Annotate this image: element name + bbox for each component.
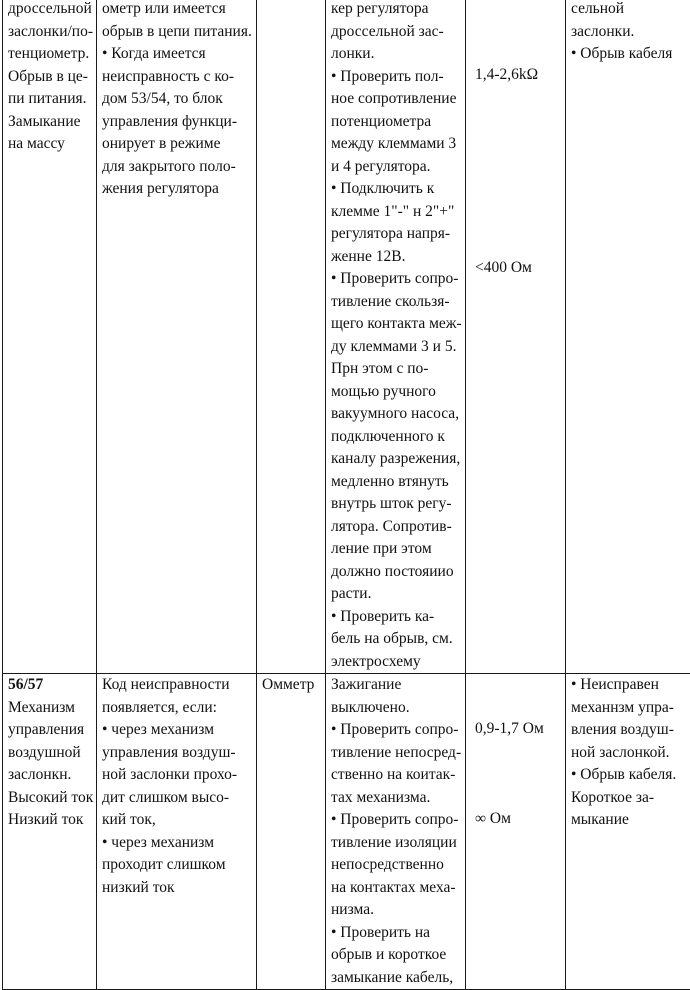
text-line: обрыв в цепи питания. (102, 21, 256, 44)
text-line: • Неисправен (571, 674, 690, 697)
text-line: дит слишком высо- (102, 787, 256, 810)
text-line: регулятора напря- (331, 223, 465, 246)
text-line: Короткое за- (571, 787, 690, 810)
device-name: Омметр (262, 674, 325, 697)
text-line: дроссельной зас- (331, 21, 465, 44)
text-line: потенциометра (331, 111, 465, 134)
text-line: управления (8, 719, 96, 742)
text-line: замыкание кабель, (331, 967, 465, 990)
text-line: женне 12В. (331, 246, 465, 269)
text-line: бель на обрыв, см. (331, 628, 465, 651)
text-line: Код неисправности (102, 674, 256, 697)
fault-code: 56/57 (8, 674, 96, 697)
text-line: ометр или имеется (102, 0, 256, 21)
text-line: • Проверить на (331, 922, 465, 945)
value-cell (466, 674, 566, 990)
text-line: тивление непосред- (331, 742, 465, 765)
text-line: вления воздуш- (571, 719, 690, 742)
device-cell (257, 674, 326, 990)
diagnostic-table (2, 0, 690, 990)
text-line: управления функци- (102, 111, 256, 134)
text-line: должно постояиио (331, 561, 465, 584)
text-line: • Проверить ка- (331, 606, 465, 629)
text-line: клемме 1"-" н 2"+" (331, 201, 465, 224)
text-line: • Подключить к (331, 178, 465, 201)
device-cell (257, 0, 326, 674)
text-line: • Проверить сопро- (331, 809, 465, 832)
table-row (3, 0, 690, 674)
text-line: мыкание (571, 809, 690, 832)
text-line: • через механизм (102, 832, 256, 855)
text-line: • Проверить пол- (331, 66, 465, 89)
text-line: ление при этом (331, 538, 465, 561)
table-row (3, 674, 690, 990)
text-line: Обрыв в це- (8, 66, 96, 89)
text-line: • Проверить сопро- (331, 719, 465, 742)
text-line: дроссельной (8, 0, 96, 21)
value-text: <400 Ом (475, 257, 532, 280)
text-line: ственно на коитак- (331, 764, 465, 787)
text-line: кер регулятора (331, 0, 465, 21)
text-line: непосредственно (331, 854, 465, 877)
text-line: тах механизма. (331, 787, 465, 810)
text-line: Замыкание (8, 111, 96, 134)
text-line: заслонки/по- (8, 21, 96, 44)
cause-cell (3, 674, 97, 990)
text-line: медленно втянуть (331, 471, 465, 494)
text-line: низкий ток (102, 877, 256, 900)
text-line: пи питания. (8, 88, 96, 111)
text-line: Прн этом с по- (331, 358, 465, 381)
condition-cell (97, 674, 257, 990)
text-line: ной заслонки прохо- (102, 764, 256, 787)
text-line: неисправность с ко- (102, 66, 256, 89)
text-line: каналу разрежения, (331, 448, 465, 471)
text-line: ду клеммами 3 и 5. (331, 336, 465, 359)
remedy-cell (566, 0, 690, 674)
procedure-cell (326, 0, 466, 674)
text-line: жения регулятора (102, 178, 256, 201)
text-line: обрыв и короткое (331, 944, 465, 967)
text-line: Зажигание (331, 674, 465, 697)
cause-cell (3, 0, 97, 674)
text-line: для закрытого поло- (102, 156, 256, 179)
text-line: лятора. Сопротив- (331, 516, 465, 539)
text-line: подключенного к (331, 426, 465, 449)
text-line: тенциометр. (8, 43, 96, 66)
text-line: дом 53/54, то блок (102, 88, 256, 111)
text-line: на контактах меха- (331, 877, 465, 900)
text-line: тивление изоляции (331, 832, 465, 855)
value-cell (466, 0, 566, 674)
text-line: ной заслонкой. (571, 742, 690, 765)
text-line: • Когда имеется (102, 43, 256, 66)
text-line: Низкий ток (8, 809, 96, 832)
text-line: сельной (571, 0, 690, 21)
text-line: электросхему (331, 651, 465, 674)
text-line: между клеммами 3 (331, 133, 465, 156)
text-line: • Проверить сопро- (331, 268, 465, 291)
text-line: выключено. (331, 697, 465, 720)
text-line: щего контакта меж- (331, 313, 465, 336)
text-line: на массу (8, 133, 96, 156)
text-line: заслонкн. (8, 764, 96, 787)
text-line: и 4 регулятора. (331, 156, 465, 179)
text-line: ное сопротивление (331, 88, 465, 111)
text-line: тивление скользя- (331, 291, 465, 314)
text-line: заслонки. (571, 21, 690, 44)
text-line: внутрь шток регу- (331, 493, 465, 516)
text-line: • через механизм (102, 719, 256, 742)
text-line: воздушной (8, 742, 96, 765)
condition-cell (97, 0, 257, 674)
text-line: • Обрыв кабеля (571, 43, 690, 66)
text-line: расти. (331, 583, 465, 606)
text-line: низма. (331, 899, 465, 922)
text-line: кий ток, (102, 809, 256, 832)
text-line: вакуумного насоса, (331, 403, 465, 426)
remedy-cell (566, 674, 690, 990)
text-line: • Обрыв кабеля. (571, 764, 690, 787)
text-line: механнзм упра- (571, 697, 690, 720)
value-text: 1,4-2,6kΩ (475, 64, 538, 87)
text-line: Высокий ток (8, 787, 96, 810)
procedure-cell (326, 674, 466, 990)
value-text: ∞ Ом (475, 808, 511, 831)
value-text: 0,9-1,7 Ом (475, 718, 544, 741)
text-line: управления воздуш- (102, 742, 256, 765)
text-line: онирует в режиме (102, 133, 256, 156)
text-line: проходит слишком (102, 854, 256, 877)
text-line: мощью ручного (331, 381, 465, 404)
text-line: лонки. (331, 43, 465, 66)
text-line: появляется, если: (102, 697, 256, 720)
text-line: Механизм (8, 697, 96, 720)
